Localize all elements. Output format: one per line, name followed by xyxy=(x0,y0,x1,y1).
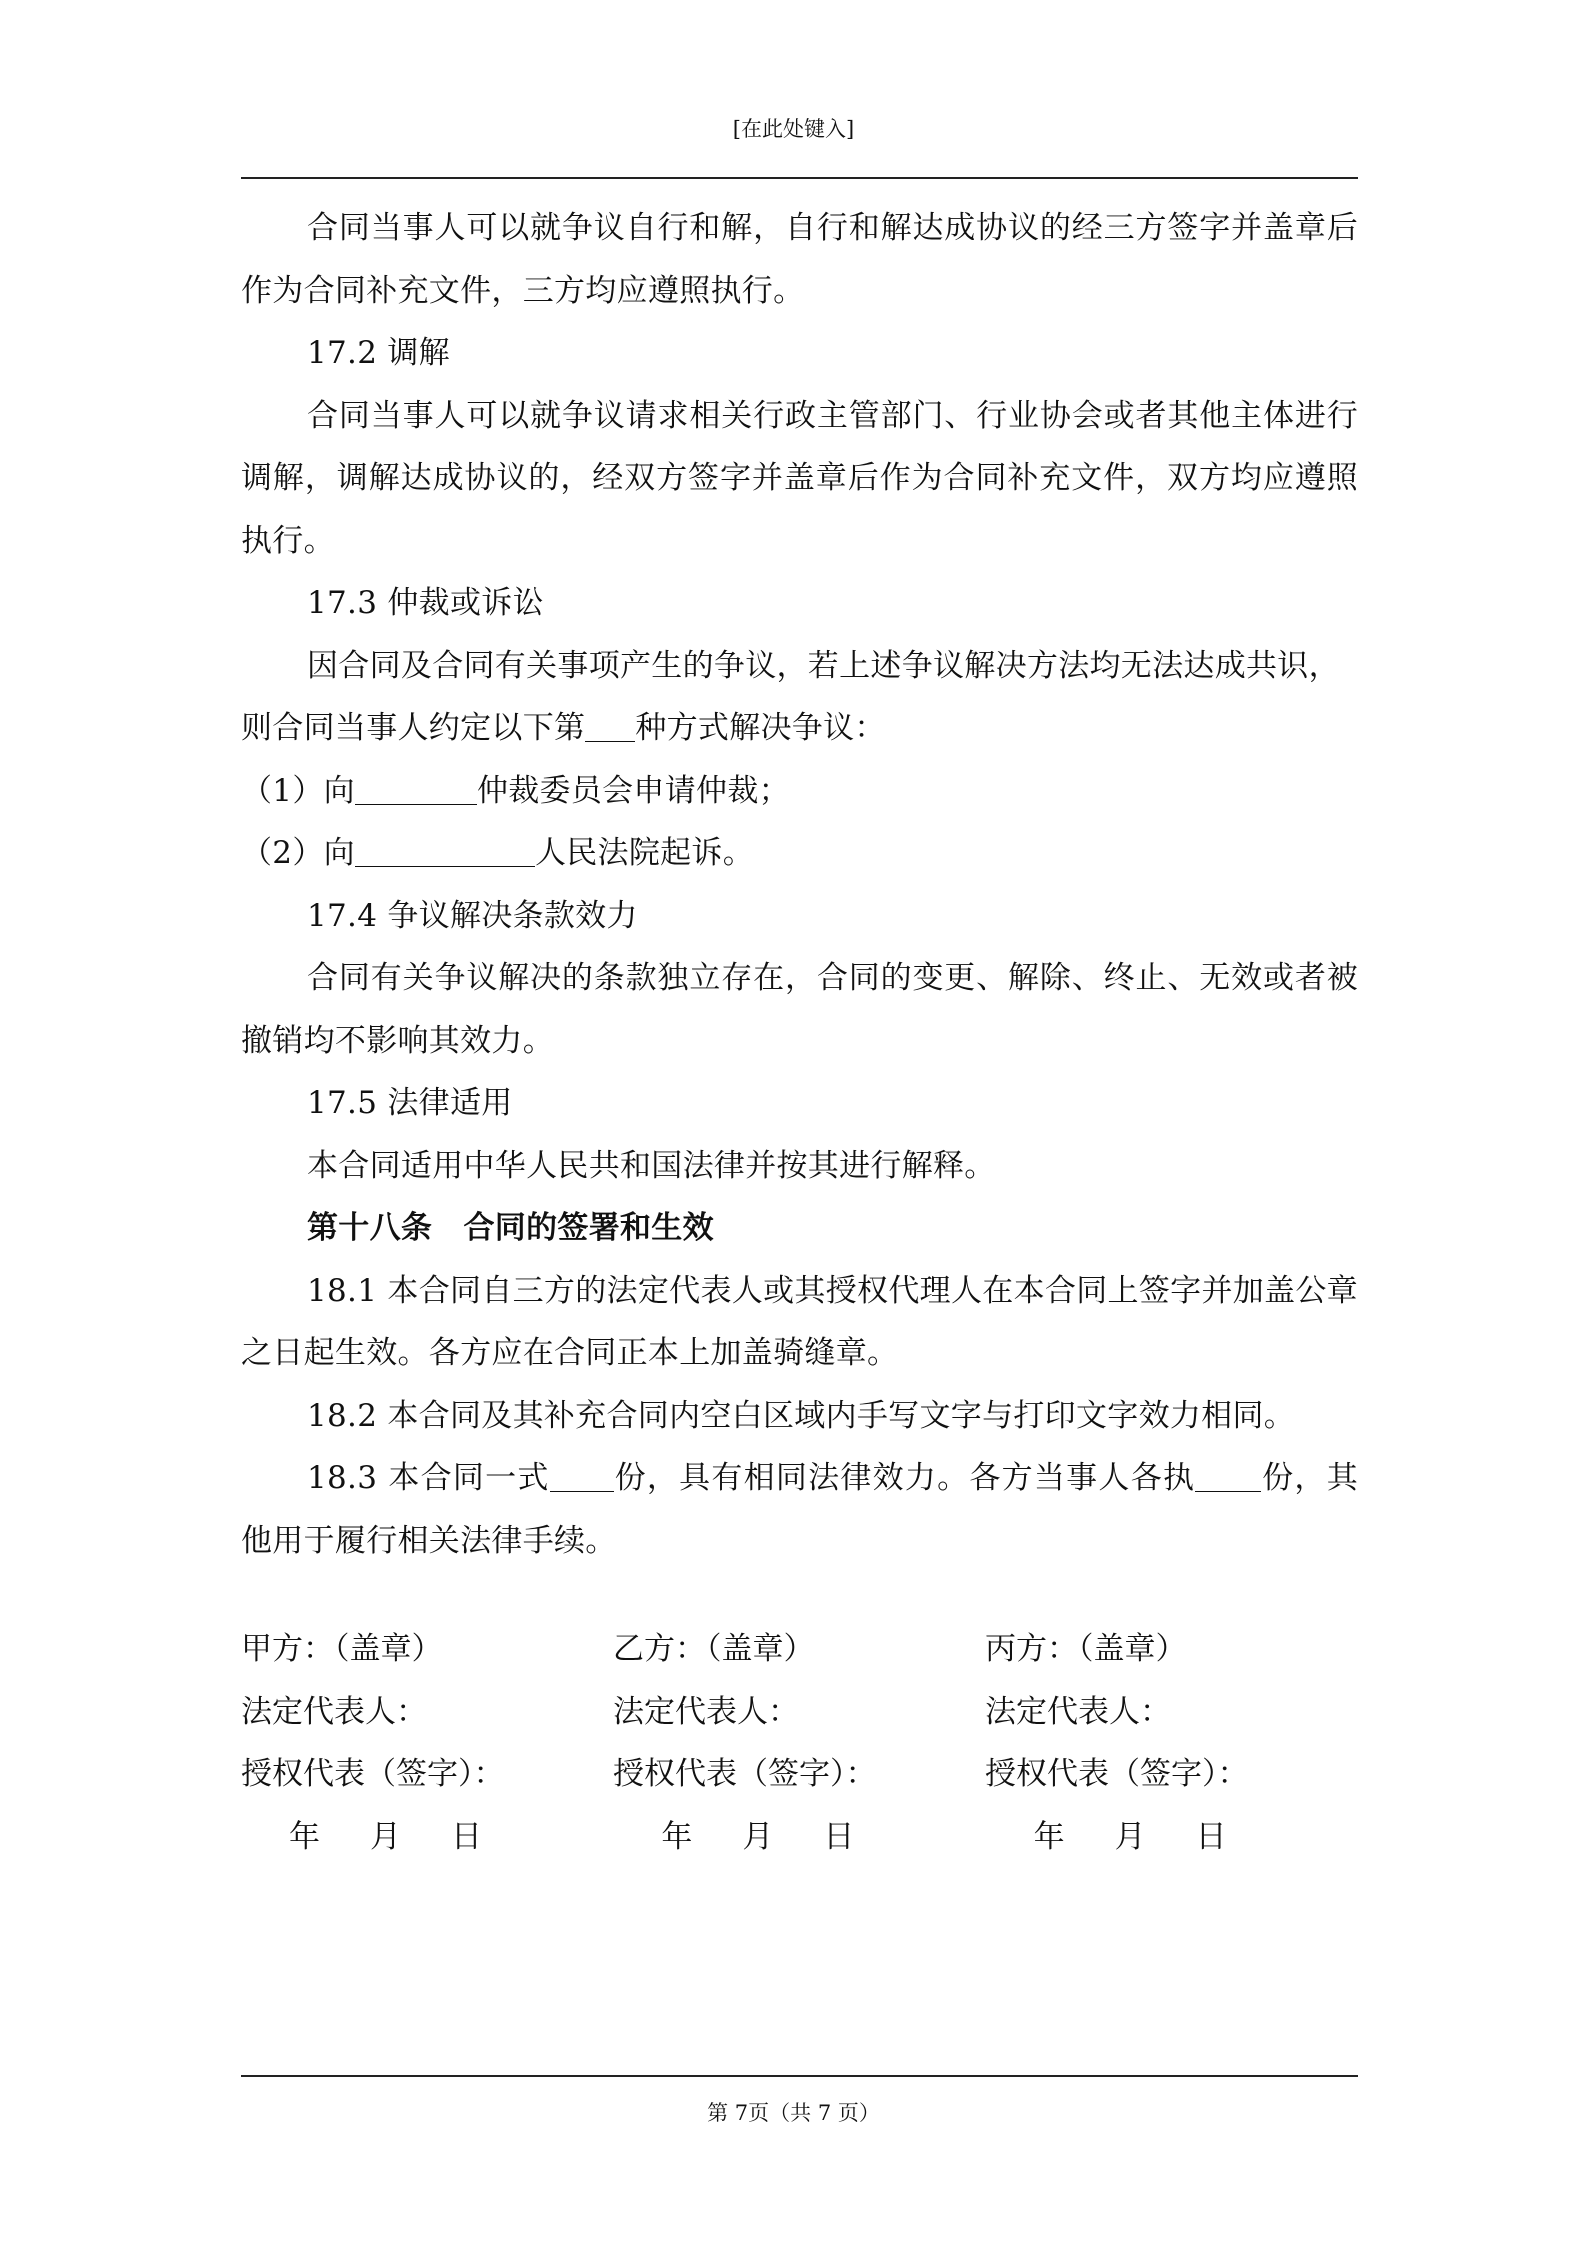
party-a-legal-rep: 法定代表人： xyxy=(241,1693,427,1730)
paragraph-mediation: 合同当事人可以就争议请求相关行政主管部门、行业协会或者其他主体进行调解，调解达成协议的，经双方签字并盖章后作为合同补充文件，双方均应遵照执行。 xyxy=(241,397,1358,559)
article-18-heading: 第十八条 合同的签署和生效 xyxy=(307,1210,714,1246)
paragraph-arbitration-choice xyxy=(241,697,1358,760)
date-day: 日 xyxy=(1195,1818,1227,1855)
arbitration-committee-blank[interactable] xyxy=(355,770,477,805)
date-month: 月 xyxy=(370,1818,401,1855)
party-c-legal-rep: 法定代表人： xyxy=(985,1693,1171,1730)
paragraph-arbitration-intro: 因合同及合同有关事项产生的争议，若上述争议解决方法均无法达成共识， xyxy=(307,647,1340,684)
copies-text-b: 份，具有相同法律效力。各方当事人各执 xyxy=(613,1460,1196,1496)
choice-text-pre: 则合同当事人约定以下第 xyxy=(241,710,586,746)
date-month: 月 xyxy=(1114,1818,1146,1855)
page-number-footer: 第 7页（共 7 页） xyxy=(707,2101,880,2125)
paragraph-clause-validity: 合同有关争议解决的条款独立存在，合同的变更、解除、终止、无效或者被撤销均不影响其效力。 xyxy=(241,960,1358,1059)
party-c-date xyxy=(986,1806,1358,1869)
date-year: 年 xyxy=(661,1818,693,1855)
section-heading-17-3: 17.3 仲裁或诉讼 xyxy=(307,585,544,621)
party-a-date xyxy=(241,1806,613,1869)
party-b-date xyxy=(613,1806,985,1869)
header-divider xyxy=(241,177,1358,179)
section-heading-17-2: 17.2 调解 xyxy=(307,335,450,371)
copies-total-blank[interactable] xyxy=(550,1457,614,1492)
date-month: 月 xyxy=(742,1818,774,1855)
page-header[interactable]: [在此处键入] xyxy=(732,117,855,141)
option-1-pre: （1）向 xyxy=(241,772,355,809)
court-blank[interactable] xyxy=(355,832,535,867)
option-2-pre: （2）向 xyxy=(241,835,355,871)
date-day: 日 xyxy=(823,1818,855,1855)
choice-blank[interactable] xyxy=(585,707,635,742)
paragraph-18-1: 18.1 本合同自三方的法定代表人或其授权代理人在本合同上签字并加盖公章之日起生效。各方应在合同正本上加盖骑缝章。 xyxy=(241,1272,1358,1371)
signature-row-party xyxy=(241,1618,1358,1681)
copies-text-a: 18.3 本合同一式 xyxy=(307,1460,550,1496)
date-year: 年 xyxy=(1033,1818,1065,1855)
option-arbitration xyxy=(241,760,1358,823)
party-c-authorized-rep: 授权代表（签字）： xyxy=(985,1756,1249,1792)
signature-row-legal-rep xyxy=(241,1681,1358,1744)
paragraph-settlement: 合同当事人可以就争议自行和解，自行和解达成协议的经三方签字并盖章后作为合同补充文件，三方均应遵照执行。 xyxy=(241,210,1358,309)
option-2-post: 人民法院起诉。 xyxy=(534,835,755,871)
footer-divider xyxy=(241,2075,1358,2077)
date-year: 年 xyxy=(289,1818,320,1855)
paragraph-18-3 xyxy=(241,1447,1358,1572)
paragraph-governing-law: 本合同适用中华人民共和国法律并按其进行解释。 xyxy=(307,1147,996,1184)
party-b-authorized-rep: 授权代表（签字）： xyxy=(613,1756,877,1792)
copies-text-c: 份，其他用于履行相关法律手续。 xyxy=(241,1460,1358,1559)
option-1-post: 仲裁委员会申请仲裁； xyxy=(476,772,790,809)
party-b-legal-rep: 法定代表人： xyxy=(613,1693,799,1730)
party-b-label: 乙方：（盖章） xyxy=(613,1631,815,1667)
option-litigation xyxy=(241,822,1358,885)
date-day: 日 xyxy=(451,1818,482,1855)
party-a-authorized-rep: 授权代表（签字）： xyxy=(241,1756,505,1792)
section-heading-17-5: 17.5 法律适用 xyxy=(307,1085,513,1121)
copies-each-blank[interactable] xyxy=(1195,1457,1261,1492)
party-c-label: 丙方：（盖章） xyxy=(985,1631,1187,1667)
choice-text-post: 种方式解决争议： xyxy=(635,710,886,746)
document-body xyxy=(241,197,1358,1572)
paragraph-18-2: 18.2 本合同及其补充合同内空白区域内手写文字与打印文字效力相同。 xyxy=(307,1397,1296,1434)
section-heading-17-4: 17.4 争议解决条款效力 xyxy=(307,897,638,934)
signature-block xyxy=(241,1618,1358,1868)
signature-row-authorized-rep xyxy=(241,1743,1358,1806)
signature-row-date xyxy=(241,1806,1358,1869)
party-a-label: 甲方：（盖章） xyxy=(241,1631,443,1667)
